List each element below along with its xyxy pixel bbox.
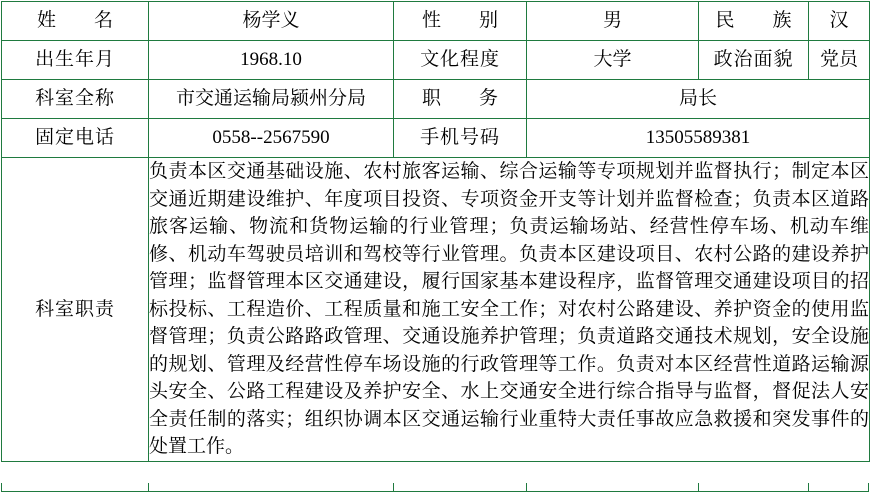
table-row-duties bbox=[2, 158, 870, 462]
label-position: 职 务 bbox=[394, 80, 527, 119]
personnel-info-sheet bbox=[0, 1, 870, 492]
table-row bbox=[2, 119, 870, 158]
label-ethnicity: 民 族 bbox=[699, 2, 809, 41]
value-birth-date: 1968.10 bbox=[149, 41, 394, 80]
label-landline: 固定电话 bbox=[2, 119, 149, 158]
label-birth-date: 出生年月 bbox=[2, 41, 149, 80]
value-name: 杨学义 bbox=[149, 2, 394, 41]
label-political-status: 政治面貌 bbox=[699, 41, 809, 80]
value-ethnicity: 汉 bbox=[809, 2, 870, 41]
label-duties: 科室职责 bbox=[2, 158, 149, 462]
label-gender: 性 别 bbox=[394, 2, 527, 41]
label-mobile: 手机号码 bbox=[394, 119, 527, 158]
value-position: 局长 bbox=[527, 80, 870, 119]
value-department: 市交通运输局颍州分局 bbox=[149, 80, 394, 119]
value-gender: 男 bbox=[527, 2, 699, 41]
value-mobile: 13505589381 bbox=[527, 119, 870, 158]
label-name: 姓 名 bbox=[2, 2, 149, 41]
info-table bbox=[1, 1, 870, 462]
table-row bbox=[2, 2, 870, 41]
label-education: 文化程度 bbox=[394, 41, 527, 80]
value-duties: 负责本区交通基础设施、农村旅客运输、综合运输等专项规划并监督执行；制定本区交通近期建设维护、年度项目投资、专项资金开支等计划并监督检查；负责本区道路旅客运输、物流和货物运输的行业管理；负责运输场站、经营性停车场、机动车维修、机动车驾驶员培训和驾校等行业管理。负责本区建设项目、农村公路的建设养护管理；监督管理本区交通建设，履行国家基本建设程序，监督管理交通建设项目的招标投标、工程造价、工程质量和施工安全工作；对农村公路建设、养护资金的使用监督管理；负责公路路政管理、交通设施养护管理；负责道路交通技术规划，安全设施的规划、管理及经营性停车场设施的行政管理等工作。负责对本区经营性道路运输源头安全、公路工程建设及养护安全、水上交通安全进行综合指导与监督，督促法人安全责任制的落实；组织协调本区交通运输行业重特大责任事故应急救援和突发事件的处置工作。 bbox=[149, 158, 870, 462]
value-political-status: 党员 bbox=[809, 41, 870, 80]
value-landline: 0558--2567590 bbox=[149, 119, 394, 158]
table-row bbox=[2, 41, 870, 80]
label-department: 科室全称 bbox=[2, 80, 149, 119]
table-row bbox=[2, 80, 870, 119]
value-education: 大学 bbox=[527, 41, 699, 80]
